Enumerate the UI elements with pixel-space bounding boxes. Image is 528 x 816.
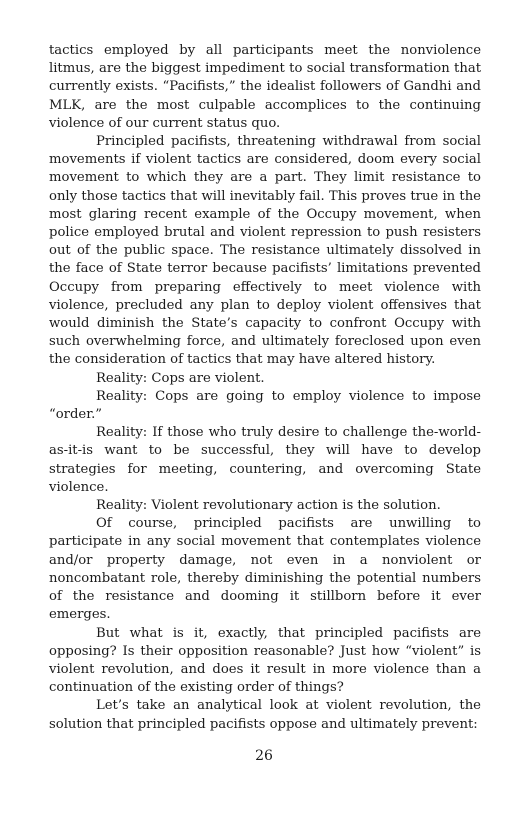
paragraph: But what is it, exactly, that principled pacifists are opposing? Is their opposition reasonable? Just how “violent” is violent revolution, and does it result in more violence than a continuation of the existing order of things? bbox=[49, 625, 481, 696]
paragraph: Reality: Violent revolutionary action is the solution. bbox=[96, 498, 441, 514]
paragraph: Let’s take an analytical look at violent revolution, the solution that principled pacifists oppose and ultimately prevent: bbox=[49, 698, 481, 732]
paragraph: tactics employed by all participants meet the nonviolence litmus, are the biggest impediment to social transformation that currently exists. “Pacifists,” the idealist followers of Gandhi and MLK, are the most culpable accomplices to the continuing violence of our current status quo. bbox=[49, 43, 481, 131]
paragraph: Reality: Cops are going to employ violence to impose “order.” bbox=[49, 388, 481, 423]
paragraph: Reality: Cops are violent. bbox=[96, 370, 265, 386]
paragraph: Of course, principled pacifists are unwilling to participate in any social movement that contemplates violence and/or property damage, not even in a nonviolent or noncombatant role, thereby diminishing the potential numbers of the resistance and dooming it stillborn before it ever emerges. bbox=[49, 516, 481, 623]
page-number: 26 bbox=[255, 748, 273, 764]
paragraph: Reality: If those who truly desire to challenge the-world-as-it-is want to be successful, they will have to develop strategies for meeting, countering, and overcoming State violence. bbox=[49, 425, 481, 495]
page-body bbox=[49, 42, 481, 734]
paragraph: Principled pacifists, threatening withdrawal from social movements if violent tactics are considered, doom every social movement to which they are a part. They limit resistance to only those tactics that will inevitably fail. This proves true in the most glaring recent example of the Occupy movement, when police employed brutal and violent repression to push resisters out of the public space. The resistance ultimately dissolved in the face of State terror because pacifists’ limitations prevented Occupy from preparing effectively to meet violence with violence, precluded any plan to deploy violent offensives that would diminish the State’s capacity to confront Occupy with such overwhelming force, and ultimately foreclosed upon even the consideration of tactics that may have altered history. bbox=[49, 134, 481, 368]
